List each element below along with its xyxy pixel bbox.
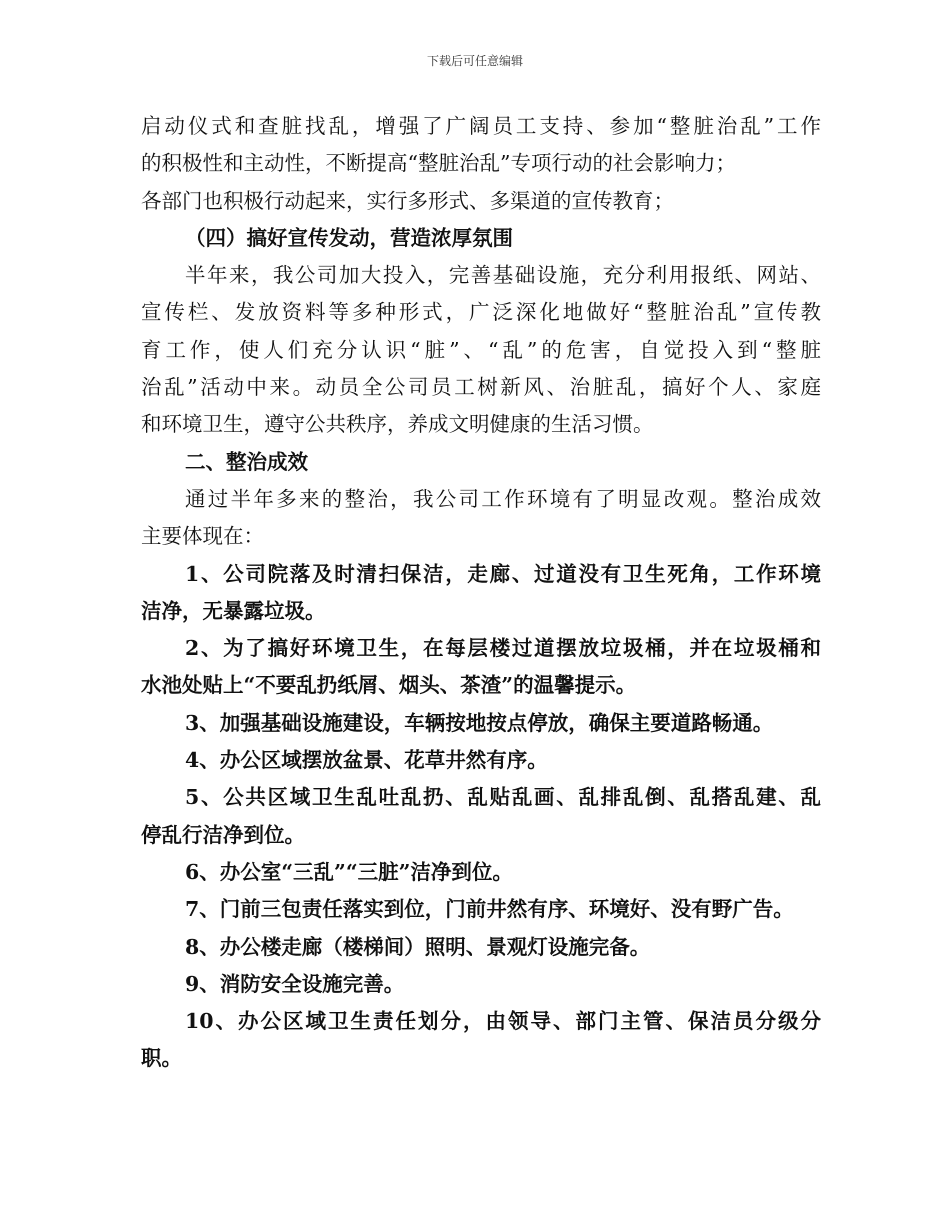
text-line: 启动仪式和查脏找乱，增强了广阔员工支持、参加“整脏治乱”工作 — [141, 114, 821, 138]
list-item: 8、办公楼走廊（楼梯间）照明、景观灯设施完备。 — [185, 934, 651, 959]
list-item: 洁净，无暴露垃圾。 — [141, 598, 326, 623]
list-item: 10、办公区域卫生责任划分，由领导、部门主管、保洁员分级分 — [185, 1009, 821, 1034]
list-item: 4、办公区域摆放盆景、花草井然有序。 — [185, 748, 548, 773]
page-header: 下载后可任意编辑 — [426, 54, 523, 68]
text-line: 育工作，使人们充分认识“脏”、“乱”的危害，自觉投入到“整脏 — [141, 337, 821, 362]
list-item: 1、公司院落及时清扫保洁，走廊、过道没有卫生死角，工作环境 — [185, 561, 821, 586]
text-line: 主要体现在： — [141, 524, 264, 549]
list-item: 水池处贴上“不要乱扔纸屑、烟头、茶渣”的温馨提示。 — [141, 673, 637, 698]
list-item: 9、消防安全设施完善。 — [185, 971, 405, 996]
text-line: 半年来，我公司加大投入，完善基础设施，充分利用报纸、网站、 — [185, 263, 821, 288]
list-item: 3、加强基础设施建设，车辆按地按点停放，确保主要道路畅通。 — [185, 710, 774, 735]
list-item: 5、公共区域卫生乱吐乱扔、乱贴乱画、乱排乱倒、乱搭乱建、乱 — [185, 785, 821, 810]
section-heading: （四）搞好宣传发动，营造浓厚氛围 — [185, 225, 513, 250]
text-line: 各部门也积极行动起来，实行多形式、多渠道的宣传教育； — [141, 188, 674, 213]
text-line: 宣传栏、发放资料等多种形式，广泛深化地做好“整脏治乱”宣传教 — [141, 300, 821, 325]
text-line: 的积极性和主动性，不断提高“整脏治乱”专项行动的社会影响力； — [141, 151, 736, 176]
list-item: 2、为了搞好环境卫生，在每层楼过道摆放垃圾桶，并在垃圾桶和 — [185, 636, 821, 661]
list-item: 职。 — [141, 1046, 182, 1071]
document-body — [141, 108, 821, 1078]
list-item: 6、办公室“三乱”“三脏”洁净到位。 — [185, 859, 513, 884]
section-heading: 二、整治成效 — [185, 449, 308, 474]
text-line: 和环境卫生，遵守公共秩序，养成文明健康的生活习惯。 — [141, 412, 654, 437]
list-item: 停乱行洁净到位。 — [141, 822, 305, 847]
text-line: 通过半年多来的整治，我公司工作环境有了明显改观。整治成效 — [185, 486, 821, 511]
list-item: 7、门前三包责任落实到位，门前井然有序、环境好、没有野广告。 — [185, 897, 794, 922]
text-line: 治乱”活动中来。动员全公司员工树新风、治脏乱，搞好个人、家庭 — [141, 375, 821, 400]
